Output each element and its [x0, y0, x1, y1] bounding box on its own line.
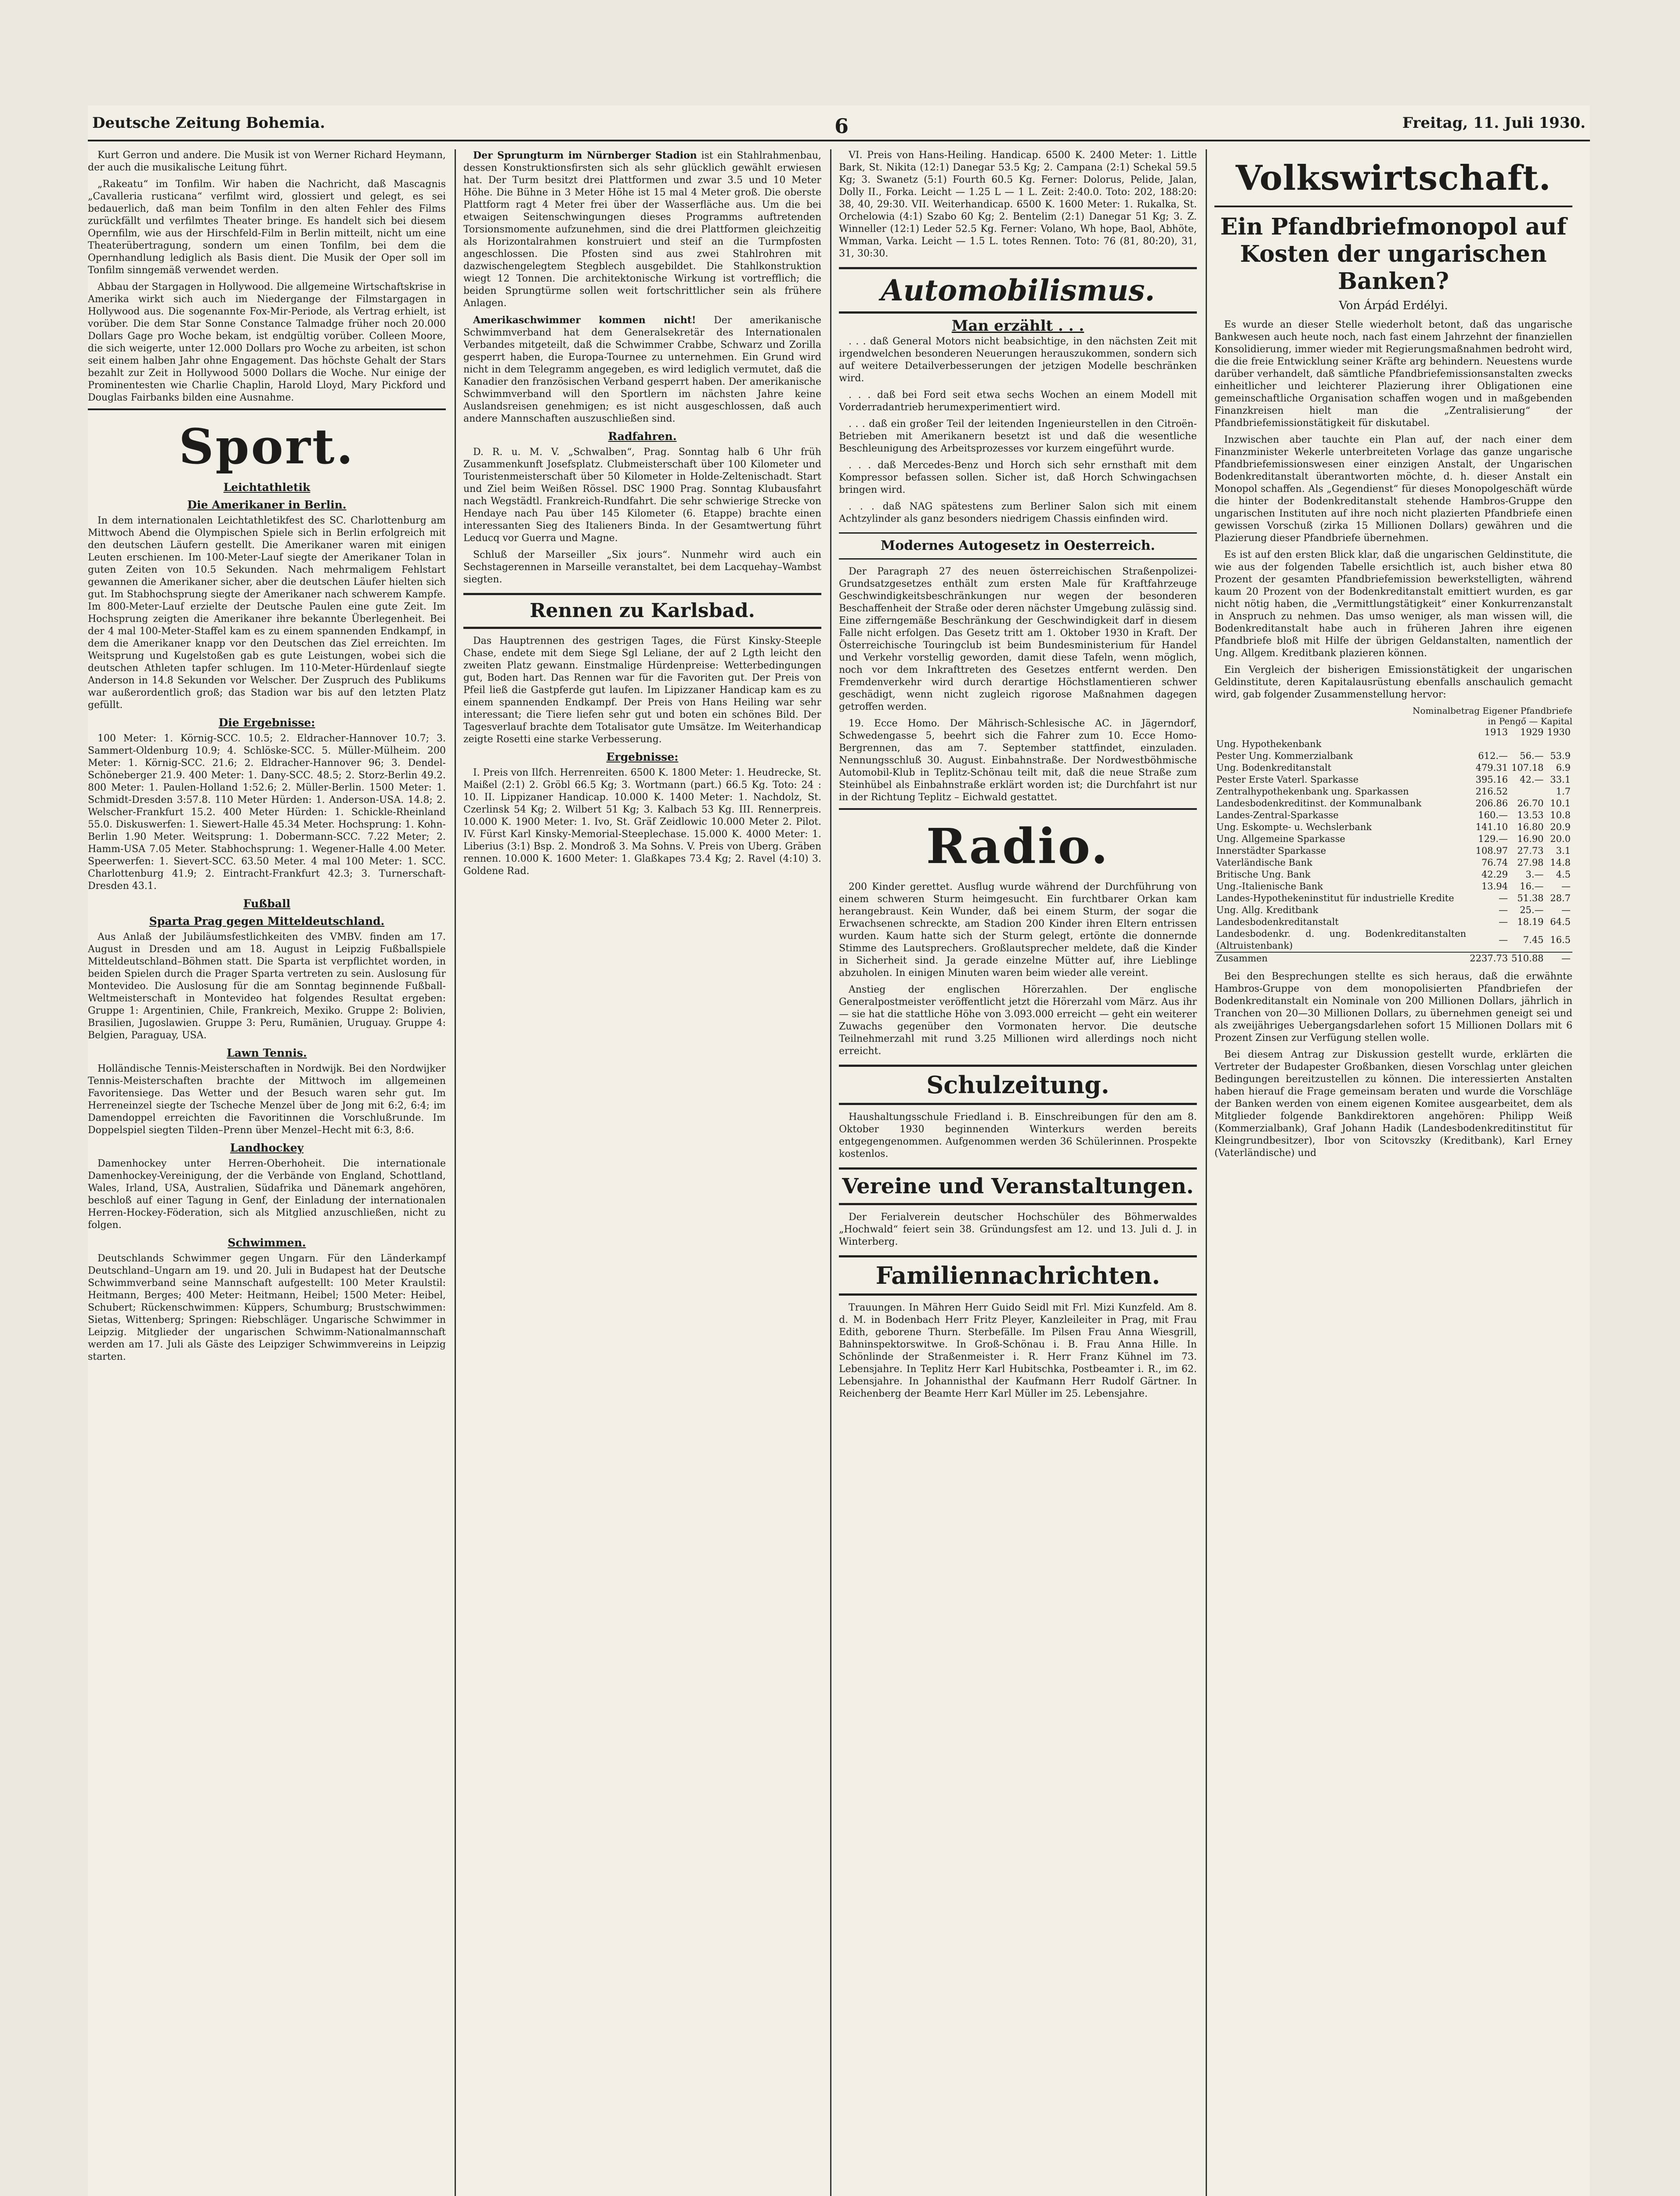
- table-cell: Ung. Bodenkreditanstalt: [1216, 762, 1332, 773]
- radio-hoerer-text: Anstieg der englischen Hörerzahlen. Der englische Generalpostmeister veröffentlicht jetzt die Hörerzahl vom März. Aus ihr — sie hat die stattliche Höhe von 3.093.000 erreicht — geht ein weiterer Zuwachs gegenüber den Vormonaten hervor. Die deutsche Teilnehmerzahl mit rund 3.25 Millionen wird allerdings noch nicht erreicht.: [839, 984, 1197, 1057]
- table-cell: 3.—: [1525, 869, 1544, 880]
- table-cell: —: [1499, 905, 1508, 915]
- table-row: [1214, 845, 1572, 857]
- table-cell: 1.7: [1556, 786, 1571, 797]
- table-cell: [1468, 738, 1510, 750]
- table-cell: [1546, 738, 1572, 750]
- landhockey-heading: Landhockey: [230, 1141, 304, 1154]
- amerikaner-heading: Die Amerikaner in Berlin.: [187, 498, 347, 511]
- table-year: 1913: [1484, 727, 1508, 737]
- table-cell: 13.94: [1481, 881, 1508, 892]
- table-cell: Landes-Zentral-Sparkasse: [1216, 810, 1339, 820]
- table-cell: Vaterländische Bank: [1216, 857, 1312, 868]
- table-cell: 56.—: [1520, 751, 1544, 761]
- schwimmen-text: Deutschlands Schwimmer gegen Ungarn. Für den Länderkampf Deutschland–Ungarn am 19. und 20. Juli in Budapest hat der Deutsche Schwimmverband seine Mannschaft aufgestellt: 100 Meter Kraulstil: Heitmann, Berges; 400 Meter: Heitmann, Heibel; 1500 Meter: Heibel, Schubert; Rückenschwimmen: Küppers, Schumburg; Brustschwimmen: Sietas, Wittenberg; Springen: Riebschläger. Ungarische Schwimmer in Leipzig. Mitglieder der ungarischen Schwimm-Nationalmannschaft werden am 17. Juli als Gäste des Leipziger Schwimmvereins in Leipzig starten.: [88, 1253, 446, 1362]
- table-cell: Zusammen: [1216, 953, 1268, 964]
- table-cell: Ung.-Italienische Bank: [1216, 881, 1323, 892]
- schwimmer-text: Der amerikanische Schwimmverband hat dem Generalsekretär des Internationalen Verbandes mitgeteilt, daß die Schwimmer Crabbe, Schwarz und Zorilla gesperrt haben, die Europa-Tournee zu unternehmen. Ein Grund wird nicht in dem Telegramm angegeben, es wird lediglich vermutet, daß die Kanadier den französischen Verband gesperrt haben. Der amerikanische Schwimmverband will den Sportlern im nächsten Jahre keine Auslandsreisen genehmigen; es ist nicht ausgeschlossen, daß auch andere Mannschaften auszuschließen sind.: [463, 315, 821, 424]
- table-cell: 51.38: [1517, 893, 1544, 903]
- table-cell: 10.1: [1550, 798, 1571, 809]
- table-cell: 107.18: [1511, 762, 1544, 773]
- table-cell: Ung. Allg. Kreditbank: [1216, 905, 1319, 915]
- table-cell: Ung. Hypothekenbank: [1216, 739, 1322, 749]
- section-rule: [88, 408, 446, 410]
- table-cell: 26.70: [1517, 798, 1544, 809]
- table-cell: Pester Ung. Kommerzialbank: [1216, 751, 1353, 761]
- article-byline: Von Árpád Erdélyi.: [1339, 299, 1448, 312]
- radio-kinder-text: 200 Kinder gerettet. Ausflug wurde während der Durchführung von einem schweren Sturm heimgesucht. Ein furchtbarer Orkan kam herangebraust. Kein Wunder, daß bei einem Sturm, der sogar die Erwachsenen schreckte, am Stadion 200 Kinder ihren Eltern entrissen wurden. Kaum hatte sich der Sturm gelegt, ertönte die donnernde Stimme des Lautsprechers. Großlautsprecher meldete, daß die Kinder in Sicherheit sind. Ja gerade einzelne Mütter auf, ihre Lieblinge abzuholen. In einigen Minuten waren beim wieder alle vereint.: [839, 881, 1197, 979]
- table-cell: —: [1499, 917, 1508, 927]
- table-cell: Landesbodenkreditanstalt: [1216, 917, 1339, 927]
- table-cell: 160.—: [1478, 810, 1508, 820]
- schwimmer-paragraph: [463, 314, 821, 425]
- table-row: [1214, 798, 1572, 809]
- table-cell: Landes-Hypothekeninstitut für industrielle Kredite: [1216, 893, 1454, 903]
- table-cell: 13.53: [1517, 810, 1544, 820]
- table-row: [1214, 786, 1572, 798]
- table-cell: 20.0: [1550, 834, 1571, 844]
- table-cell: Pester Erste Vaterl. Sparkasse: [1216, 774, 1359, 785]
- table-cell: 33.1: [1550, 774, 1571, 785]
- autogesetz-text: Der Paragraph 27 des neuen österreichischen Straßenpolizei-Grundsatzgesetzes enthält zum ersten Male für Kraftfahrzeuge Geschwindigkeitsbeschränkungen nur wegen der besonderen Beschaffenheit der Straße oder deren nächster Umgebung zulässig sind. Eine zifferngemäße Beschränkung der Geschwindigkeit darf in diesem Falle nicht erfolgen. Das Gesetz tritt am 1. Oktober 1930 in Kraft. Der Österreichische Touringclub ist beim Bundesministerium für Handel und Verkehr vorstellig geworden, damit diese Tafeln, wenn möglich, noch vor dem Inkrafttreten des Gesetzes entfernt werden. Den Fremdenverkehr wird durch derartige Höchstlamentieren schwer geschädigt, wenn nicht zugleich rigorose Maßnahmen dagegen getroffen werden.: [839, 566, 1197, 712]
- results-text: 100 Meter: 1. Körnig-SCC. 10.5; 2. Eldracher-Hannover 10.7; 3. Sammert-Oldenburg 10.9; 4. Schlöske-SCC. 5. Müller-Mülheim. 200 Meter: 1. Körnig-SCC. 21.6; 2. Eldracher-Hannover 96; 3. Dendel-Schöneberger 21.9. 400 Meter: 1. Dany-SCC. 48.5; 2. Storz-Berlin 49.2. 800 Meter: 1. Paulen-Holland 1:52.6; 2. Müller-Berlin. 1500 Meter: 1. Schmidt-Dresden 3:57.8. 110 Meter Hürden: 1. Anderson-USA. 14.8; 2. Welscher-Frankfurt 15.2. 400 Meter Hürden: 1. Schickle-Rheinland 55.0. Diskuswerfen: 1. Siewert-Halle 45.34 Meter. Hochsprung: 1. Kohn-Berlin 1.90 Meter. Weitsprung: 1. Dobermann-SCC. 7.22 Meter; 2. Hamm-USA 7.05 Meter. Stabhochsprung: 1. Wegener-Halle 4.00 Meter. Speerwerfen: 1. Sievert-SCC. 63.50 Meter. 4 mal 100 Meter: 1. SCC. Charlottenburg 41.9; 2. Eintracht-Frankfurt 42.3; 3. Turnerschaft-Dresden 43.1.: [88, 733, 446, 892]
- table-row: [1214, 916, 1572, 928]
- table-cell: 7.45: [1523, 934, 1544, 945]
- rumor-item: . . . daß NAG spätestens zum Berliner Salon sich mit einem Achtzylinder als ganz besonders niedrigem Chassis einfinden wird.: [839, 501, 1197, 524]
- section-rule: [1214, 206, 1572, 207]
- table-cell: —: [1499, 934, 1508, 945]
- familien-heading: Familiennachrichten.: [839, 1255, 1197, 1296]
- table-cell: 53.9: [1550, 751, 1571, 761]
- table-cell: Ung. Allgemeine Sparkasse: [1216, 834, 1345, 844]
- tennis-heading: Lawn Tennis.: [227, 1047, 307, 1059]
- table-cell: Ung. Eskompte- u. Wechslerbank: [1216, 822, 1372, 832]
- table-cell: 206.86: [1475, 798, 1508, 809]
- table-cell: [1510, 738, 1545, 750]
- table-row: [1214, 750, 1572, 762]
- table-cell: 3.1: [1556, 845, 1571, 856]
- man-erzaehlt-heading: Man erzählt . . .: [951, 317, 1084, 335]
- table-year: 1930: [1547, 727, 1571, 737]
- table-row: [1214, 869, 1572, 881]
- table-cell: 27.73: [1517, 845, 1544, 856]
- sprungturm-heading: Der Sprungturm im Nürnberger Stadion: [473, 150, 697, 161]
- table-row: [1214, 881, 1572, 892]
- table-cell: 16.90: [1517, 834, 1544, 844]
- table-cell: 4.5: [1556, 869, 1571, 880]
- table-cell: Britische Ung. Bank: [1216, 869, 1311, 880]
- fussball-text: Aus Anlaß der Jubiläumsfestlichkeiten des VMBV. finden am 17. August in Dresden und am 18. August in Leipzig Fußballspiele Mitteldeutschland–Böhmen statt. Die Sparta ist verpflichtet worden, in beiden Spielen durch die Prager Sparta vertreten zu sein. Auslosung für Montevideo. Die Auslosung für die am Sonntag beginnende Fußball-Weltmeisterschaft in Montevideo hat folgendes Resultat ergeben: Gruppe 1: Argentinien, Chile, Frankreich, Mexiko. Gruppe 2: Bolivien, Brasilien, Jugoslawien. Gruppe 3: Peru, Rumänien, Uruguay. Gruppe 4: Belgien, Paraguay, USA.: [88, 932, 446, 1041]
- table-cell: [1510, 786, 1545, 798]
- table-cell: Innerstädter Sparkasse: [1216, 845, 1326, 856]
- table-cell: 76.74: [1481, 857, 1508, 868]
- table-row: [1214, 833, 1572, 845]
- marseiller-text: Schluß der Marseiller „Six jours“. Nunmehr wird auch ein Sechstagerennen in Marseille veranstaltet, bei dem Lacquehay–Wambst siegten.: [463, 549, 821, 585]
- issue-date: Freitag, 11. Juli 1930.: [1402, 114, 1586, 132]
- article-title: Ein Pfandbriefmonopol auf Kosten der ungarischen Banken?: [1220, 213, 1567, 295]
- radfahren-text: D. R. u. M. V. „Schwalben“, Prag. Sonntag halb 6 Uhr früh Zusammenkunft Josefsplatz. Clubmeisterschaft über 100 Kilometer und Touristenmeisterschaft über 50 Kilometer in Holde-Zeltenischadt. Start und Ziel beim Weißen Rössel. DSC 1900 Prag. Sonntag Klubausfahrt nach Wegstädtl. Frankreich-Rundfahrt. Die sehr schwierige Strecke von Hendaye nach Pau über 145 Kilometer (6. Etappe) brachte einen interessanten Sieg des Italieners Binda. In der Gesamtwertung führt Leducq vor Guerra und Magne.: [463, 447, 821, 544]
- table-cell: 10.8: [1550, 810, 1571, 820]
- table-row: [1214, 738, 1572, 750]
- article-paragraph: Bei diesem Antrag zur Diskussion gestellt wurde, erklärten die Vertreter der Budapester Großbanken, diesen Vorschlag unter gleichen Bedingungen bereitzustellen zu können. Die interessierten Anstalten haben hierauf die Frage gemeinsam beraten und wurde die Vorschläge der Banken werden von einem eigenen Komitee ausgearbeitet, dem als Mitglieder folgende Bankdirektoren angehören: Philipp Weiß (Kommerzialbank), Graf Johann Hadik (Landesbodenkreditinstitut für Kleingrundbesitzer), Ibor von Scitovszky (Kreditbank), Karl Erney (Vaterländische) und: [1214, 1049, 1572, 1159]
- schwimmen-heading: Schwimmen.: [228, 1236, 306, 1249]
- column-divider: [455, 149, 456, 2196]
- article-paragraph: Bei den Besprechungen stellte es sich heraus, daß die erwähnte Hambros-Gruppe von dem monopolisierten Pfandbriefen der Bodenkreditanstalt ein Nominale von 200 Millionen Dollars, jährlich in Tranchen von 20—30 Millionen Dollars, zu übernehmen geneigt sei und als zweijähriges Uebergangsdarlehen sofort 15 Millionen Dollars mit 6 Prozent Zinsen zur Verfügung stellen wolle.: [1214, 971, 1572, 1044]
- table-cell: Landesbodenkr. d. ung. Bodenkreditanstalten (Altruistenbank): [1216, 928, 1467, 951]
- column-4: [1214, 149, 1572, 2196]
- rumor-item: . . . daß ein großer Teil der leitenden Ingenieurstellen in den Citroën-Betrieben mit Amerikanern besetzt ist und daß die wesentliche Beschleunigung des Arbeitsprozesses vor kurzem eingeführt wurde.: [839, 419, 1197, 454]
- page-number: 6: [835, 114, 849, 138]
- column-divider: [830, 149, 831, 2196]
- schulzeitung-heading: Schulzeitung.: [839, 1065, 1197, 1105]
- article-paragraph: Ein Vergleich der bisherigen Emissionstätigkeit der ungarischen Geldinstitute, deren Kapitalausrüstung ebenfalls anschaulich gemacht wird, gab folgender Zusammenstellung hervor:: [1214, 665, 1572, 700]
- vereine-heading: Vereine und Veranstaltungen.: [839, 1167, 1197, 1205]
- amerikaner-text: In dem internationalen Leichtathletikfest des SC. Charlottenburg am Mittwoch Abend die Olympischen Spiele sich in Berlin erfolgreich mit den deutschen Läufern gestellt. Die Amerikaner waren mit einigen Leuten erschienen. Im 100-Meter-Lauf siegte der Amerikaner Tolan in guten Zeiten von 10.5 Sekunden. Nach mehrmaligem Fehlstart gewannen die Amerikaner sicher, aber die deutschen Läufer hielten sich gut. Im Stabhochsprung siegte der Amerikaner nach schwerem Kampfe. Im 800-Meter-Lauf erzielte der Deutsche Paulen eine gute Zeit. Im Hochsprung zeigten die Amerikaner ihre bekannte Überlegenheit. Bei der 4 mal 100-Meter-Staffel kam es zu einem spannenden Endkampf, in dem die Amerikaner knapp vor den Deutschen das Ziel erreichten. Im Weitsprung und Kugelstoßen gab es gute Leistungen, wobei sich die deutschen Athleten tapfer schlugen. Im 110-Meter-Hürdenlauf siegte Anderson in 14.8 Sekunden vor Welscher. Der Zuspruch des Publikums war außerordentlich groß; das Stadion war bis auf den letzten Platz gefüllt.: [88, 515, 446, 711]
- table-year: 1929: [1520, 727, 1544, 737]
- table-cell: 141.10: [1475, 822, 1508, 832]
- ergebnisse-heading: Die Ergebnisse:: [218, 716, 315, 729]
- header-rule: [88, 140, 1590, 141]
- table-cell: 129.—: [1478, 834, 1508, 844]
- schulzeitung-text: Haushaltungsschule Friedland i. B. Einschreibungen für den am 8. Oktober 1930 beginnenden Winterkurs werden bereits entgegengenommen. Aufgenommen werden 36 Schülerinnen. Prospekte kostenlos.: [839, 1112, 1197, 1159]
- table-row: [1214, 774, 1572, 786]
- table-cell: 25.—: [1520, 905, 1544, 915]
- article-paragraph: Inzwischen aber tauchte ein Plan auf, der nach einer dem Finanzminister Wekerle unterbreiteten Vorlage das ganze ungarische Pfandbriefemissionswesen einer einzigen Anstalt, der Ungarischen Bodenkreditanstalt überantworten möchte, d. h. dieser Anstalt ein Monopol schaffen. Als „Gegendienst“ für dieses Monopolgeschäft würde die hinter der Bodenkreditanstalt stehende Hambros-Gruppe den ungarischen Instituten auf ihre noch nicht plazierten Pfandbriefe einen gewissen Vorschuß (zirka 15 Millionen Dollars) gewähren und die Plazierung dieser Pfandbriefe übernehmen.: [1214, 434, 1572, 544]
- table-year-row: [1214, 726, 1572, 738]
- table-cell: —: [1499, 893, 1508, 903]
- film-paragraph: Abbau der Stargagen in Hollywood. Die allgemeine Wirtschaftskrise in Amerika wirkt sich auch im Niedergange der Filmstargagen in Hollywood aus. Die sogenannte Fox-Mir-Periode, als Vertrag erhielt, ist vorüber. Die dem Star Sonne Constance Talmadge früher noch 20.000 Dollars Gage pro Woche bekam, ist endgültig vorüber. Colleen Moore, die sich weigerte, unter 12.000 Dollars pro Woche zu arbeiten, ist schon seit einem halben Jahr ohne Engagement. Das höchste Gehalt der Stars bezahlt zur Zeit in Hollywood 5000 Dollars die Woche. Nur einige der Prominentesten wie Charlie Chaplin, Harold Lloyd, Mary Pickford und Douglas Fairbanks bilden eine Ausnahme.: [88, 282, 446, 403]
- table-cell: 16.5: [1550, 934, 1571, 945]
- fussball-heading: Fußball: [243, 897, 291, 910]
- column-1: [88, 149, 446, 2196]
- table-cell: 28.7: [1550, 893, 1571, 903]
- volkswirtschaft-section-title: Volkswirtschaft.: [1236, 158, 1551, 198]
- sport-section-title: Sport.: [179, 418, 355, 475]
- leichtathletik-heading: Leichtathletik: [223, 481, 311, 494]
- table-row: [1214, 892, 1572, 904]
- page-header: [88, 114, 1590, 141]
- karlsbad-heading: Rennen zu Karlsbad.: [463, 593, 821, 629]
- schwimmer-heading: Amerikaschwimmer kommen nicht!: [473, 314, 696, 326]
- masthead: Deutsche Zeitung Bohemia.: [92, 114, 325, 132]
- table-cell: 14.8: [1550, 857, 1571, 868]
- racing-results: VI. Preis von Hans-Heiling. Handicap. 6500 K. 2400 Meter: 1. Little Bark, St. Nikita (12:1) Danegar 53.5 Kg; 2. Campana (2:1) Schekal 59.5 Kg; 3. Swanetz (5:1) Fourth 60.5 Kg. Ferner: Dolorus, Pelide, Jalan, Dolly II., Forka. Leicht — 1.25 L — 1 L. Zeit: 2:40.0. Toto: 202, 188:20: 38, 40, 29:30. VII. Weiterhandicap. 6500 K. 1600 Meter: 1. Rukalka, St. Orchelowia (4:1) Szabo 60 Kg; 2. Bentelim (2:1) Danegar 51 Kg; 3. Z. Winneller (12:1) Leder 52.5 Kg. Ferner: Volano, Wh hope, Baol, Abhöte, Wmman, Varka. Leicht — 1.5 L. totes Rennen. Toto: 76 (81, 80:20), 31, 31, 30:30.: [839, 150, 1197, 259]
- table-cell: 20.9: [1550, 822, 1571, 832]
- autogesetz-heading: Modernes Autogesetz in Oesterreich.: [839, 532, 1197, 560]
- automobilismus-section-title: Automobilismus.: [839, 267, 1197, 314]
- article-paragraph: Es ist auf den ersten Blick klar, daß die ungarischen Geldinstitute, die wie aus der folgenden Tabelle ersichtlich ist, auch bisher etwa 80 Prozent der gesamten Pfandbriefemission bewerkstelligten, während kaum 20 Prozent von der Bodenkreditanstalt emittiert wurden, es gar nicht nötig haben, die „Vermittlungstätigkeit“ einer Konkurrenzanstalt in Anspruch zu nehmen. Das umso weniger, als man wissen will, die Bodenkreditanstalt habe auch in früheren Jahren ihre eigenen Pfandbriefe bloß mit Hilfe der übrigen Geldanstalten, namentlich der Ung. Allgem. Kreditbank plazieren können.: [1214, 549, 1572, 659]
- table-row: [1214, 821, 1572, 833]
- table-cell: 216.52: [1475, 786, 1508, 797]
- table-body: [1214, 738, 1572, 952]
- table-cell: 42.—: [1520, 774, 1544, 785]
- table-cell: 27.98: [1517, 857, 1544, 868]
- column-3: [839, 149, 1197, 2196]
- ergebnisse-heading: Ergebnisse:: [606, 751, 679, 763]
- sprungturm-text: ist ein Stahlrahmenbau, dessen Konstruktionsfirsten sich als sehr glücklich gewählt erwiesen hat. Der Turm besitzt drei Plattformen und zwar 3.5 und 10 Meter Höhe. Die Bühne in 3 Meter Höhe ist 15 mal 4 Meter groß. Die oberste Plattform ragt 4 Meter frei über der Wasserfläche aus. Um die bei etwaigen Seitenschwingungen dieses Programms auftretenden Torsionsmomente aufzunehmen, sind die drei Plattformen gleichzeitig als Horizontalrahmen konstruiert und steif an die Turmpfosten angeschlossen. Die Pfosten sind aus zwei Stahlrohren mit dazwischengelegtem Stegblech ausgebildet. Die Stahlkonstruktion wiegt 12 Tonnen. Die architektonische Wirkung ist vortrefflich; die beiden Sprungtürme sollen weit fortschrittlicher sein als frühere Anlagen.: [463, 150, 821, 309]
- table-row: [1214, 904, 1572, 916]
- table-cell: —: [1561, 905, 1571, 915]
- table-cell: —: [1561, 881, 1571, 892]
- vereine-text: Der Ferialverein deutscher Hochschüler des Böhmerwaldes „Hochwald“ feiert sein 38. Gründungsfest am 12. und 13. Juli d. J. in Winterberg.: [839, 1212, 1197, 1247]
- table-cell: —: [1561, 953, 1571, 964]
- rumor-item: . . . daß General Motors nicht beabsichtige, in den nächsten Zeit mit irgendwelchen besonderen Neuerungen herauszukommen, sondern sich auf weitere Detailverbesserungen der jetzigen Modelle beschränken wird.: [839, 336, 1197, 384]
- table-row: [1214, 762, 1572, 774]
- table-cell: 510.88: [1511, 953, 1544, 964]
- article-paragraph: Es wurde an dieser Stelle wiederholt betont, daß das ungarische Bankwesen auch heute noch, nach fast einem Jahrzehnt der finanziellen Konsolidierung, immer wieder mit Regierungsmaßnahmen bedroht wird, die die freie Entwicklung seiner Kräfte arg behindern. Neuestens wurde darüber verhandelt, daß sämtliche Pfandbriefemissionsanstalten zwecks einheitlicher und leichterer Plazierung ihrer Obligationen eine gemeinschaftliche Organisation schaffen wogen und in maßgebenden Finanzkreisen hielt man die „Zentralisierung“ der Pfandbriefemissionstätigkeit für diskutabel.: [1214, 319, 1572, 429]
- table-row: [1214, 857, 1572, 869]
- table-cell: 479.31: [1475, 762, 1508, 773]
- table-cell: 18.19: [1517, 917, 1544, 927]
- table-row: [1214, 809, 1572, 821]
- table-cell: 108.97: [1475, 845, 1508, 856]
- familien-text: Trauungen. In Mähren Herr Guido Seidl mit Frl. Mizi Kunzfeld. Am 8. d. M. in Bodenbach Herr Fritz Pleyer, Kanzleileiter in Prag, mit Frau Edith, geborene Thurn. Sterbefälle. Im Pilsen Frau Anna Wiesgrill, Bahninspektorswitwe. In Groß-Schönau i. B. Frau Anna Hille. In Schönlinde der Straßenmeister i. R. Herr Franz Kühnel im 73. Lebensjahre. In Teplitz Herr Karl Hubitschka, Postbeamter i. R., im 62. Lebensjahre. In Johannisthal der Kaufmann Herr Rudolf Gärtner. In Reichenberg der Beamte Herr Karl Müller im 25. Lebensjahre.: [839, 1302, 1197, 1399]
- table-cell: 395.16: [1475, 774, 1508, 785]
- table-cell: 42.29: [1481, 869, 1508, 880]
- table-cell: 6.9: [1556, 762, 1571, 773]
- karlsbad-results: I. Preis von Ilfch. Herrenreiten. 6500 K. 1800 Meter: 1. Heudrecke, St. Maißel (2:1) 2. Gröbl 66.5 Kg; 3. Wortmann (part.) 66.5 Kg. Toto: 24 : 10. II. Lippizaner Handicap. 10.000 K. 1400 Meter: 1. Nachdolz, St. Czerlinsk 54 Kg; 2. Wilbert 51 Kg; 3. Kalbach 53 Kg. III. Rennerpreis. 10.000 K. 1900 Meter: 1. Ivo, St. Gräf Zeidlowic 10.000 Meter 2. Pilot. IV. Fürst Karl Kinsky-Memorial-Steeplechase. 15.000 K. 4000 Meter: 1. Liberius (3:1) Bsp. 2. Mondroß 3. Ma Sohns. V. Preis von Uberg. Gräben rennen. 10.000 K. 1600 Meter: 1. Glaßkapes 73.4 Kg; 2. Ravel (4:10) 3. Goldene Rad.: [463, 767, 821, 877]
- rumor-item: . . . daß bei Ford seit etwa sechs Wochen an einem Modell mit Vorderradantrieb herumexperimentiert wird.: [839, 390, 1197, 413]
- table-cell: 64.5: [1550, 917, 1571, 927]
- radfahren-heading: Radfahren.: [608, 430, 677, 443]
- fussball-subheading: Sparta Prag gegen Mitteldeutschland.: [149, 915, 385, 928]
- table-total-row: [1214, 952, 1572, 964]
- bank-table: [1214, 726, 1572, 964]
- sprungturm-paragraph: [463, 149, 821, 310]
- table-row: [1214, 928, 1572, 952]
- rumor-item: . . . daß Mercedes-Benz und Horch sich sehr ernsthaft mit dem Kompressor befassen sollen. Sicher ist, daß Horch Schwingachsen bringen wird.: [839, 460, 1197, 495]
- table-cell: 612.—: [1478, 751, 1508, 761]
- karlsbad-text: Das Hauptrennen des gestrigen Tages, die Fürst Kinsky-Steeple Chase, endete mit dem Siege Sgl Leliane, der auf 2 Lgth leicht den zweiten Platz gewann. Einstmalige Hürdenpreise: Wetterbedingungen gut, Boden hart. Das Rennen war für die Favoriten gut. Der Preis von Pfeil ließ die Gastpferde gut laufen. Im Lipizzaner Handicap kam es zu einem spannenden Endkampf. Der Preis von Hans Heiling war sehr interessant; die Tiere liefen sehr gut und boten ein schönes Bild. Der Tagesverlauf brachte dem Totalisator gute Umsätze. Im Weiterhandicap zeigte Rosetti eine starke Verbesserung.: [463, 636, 821, 745]
- table-cell: Zentralhypothekenbank ung. Sparkassen: [1216, 786, 1409, 797]
- film-paragraph: Kurt Gerron und andere. Die Musik ist von Werner Richard Heymann, der auch die musikalische Leitung führt.: [88, 150, 446, 173]
- table-cell: 2237.73: [1470, 953, 1508, 964]
- tennis-text: Holländische Tennis-Meisterschaften in Nordwijk. Bei den Nordwijker Tennis-Meisterschaften brachte der Mittwoch im allgemeinen Favoritensiege. Das Wetter und der Besuch waren sehr gut. Im Herreneinzel siegte der Tscheche Menzel über de Jong mit 6:2, 6:4; im Damendoppel erreichten die Favoritinnen die Vorschlußrunde. Im Doppelspiel siegten Tilden–Prenn über Menzel–Hecht mit 6:3, 8:6.: [88, 1063, 446, 1136]
- section-rule: [839, 808, 1197, 810]
- landhockey-text: Damenhockey unter Herren-Oberhoheit. Die internationale Damenhockey-Vereinigung, der die Verbände von England, Schottland, Wales, Irland, USA, Australien, Südafrika und Dänemark angehören, beschloß auf einer Tagung in Genf, der Einladung der internationalen Herren-Hockey-Föderation, sich als Mitglied anzuschließen, nicht zu folgen.: [88, 1158, 446, 1231]
- newspaper-page: [88, 105, 1590, 2196]
- table-cell: 16.—: [1520, 881, 1544, 892]
- film-paragraph: „Rakeatu“ im Tonfilm. Wir haben die Nachricht, daß Mascagnis „Cavalleria rusticana“ verfilmt wird, glossiert und gelegt, es sei bedauerlich, daß man beim Tonfilm in den alten Fehler des Films zurückfällt und verfilmtes Theater bringe. Es handelt sich bei diesem Opernfilm, wie aus der Hirschfeld-Film in Berlin mitteilt, nicht um eine Theaterübertragung, sondern um einen Tonfilm, bei dem die Opernhandlung lediglich als Basis dient. Die Musik der Oper soll im Tonfilm sinngemäß verwendet werden.: [88, 179, 446, 276]
- ecce-homo-text: 19. Ecce Homo. Der Mährisch-Schlesische AC. in Jägerndorf, Schwedengasse 5, beehrt sich die Fahrer zum 10. Ecce Homo-Bergrennen, das am 7. September stattfindet, einzuladen. Nennungsschluß 30. August. Einbahnstraße. Der Nordwestböhmische Automobil-Klub in Teplitz-Schönau teilt mit, daß die neue Straße zum Steinhübel als Einbahnstraße erklärt worden ist; die Durchfahrt ist nur in der Richtung Teplitz – Eichwald gestattet.: [839, 718, 1197, 803]
- column-divider: [1206, 149, 1207, 2196]
- table-header: Nominalbetrag Eigener Pfandbriefe in Pengő — Kapital: [1413, 705, 1572, 726]
- radio-section-title: Radio.: [926, 818, 1110, 874]
- column-2: [463, 149, 821, 2196]
- table-cell: 16.80: [1517, 822, 1544, 832]
- table-cell: Landesbodenkreditinst. der Kommunalbank: [1216, 798, 1422, 809]
